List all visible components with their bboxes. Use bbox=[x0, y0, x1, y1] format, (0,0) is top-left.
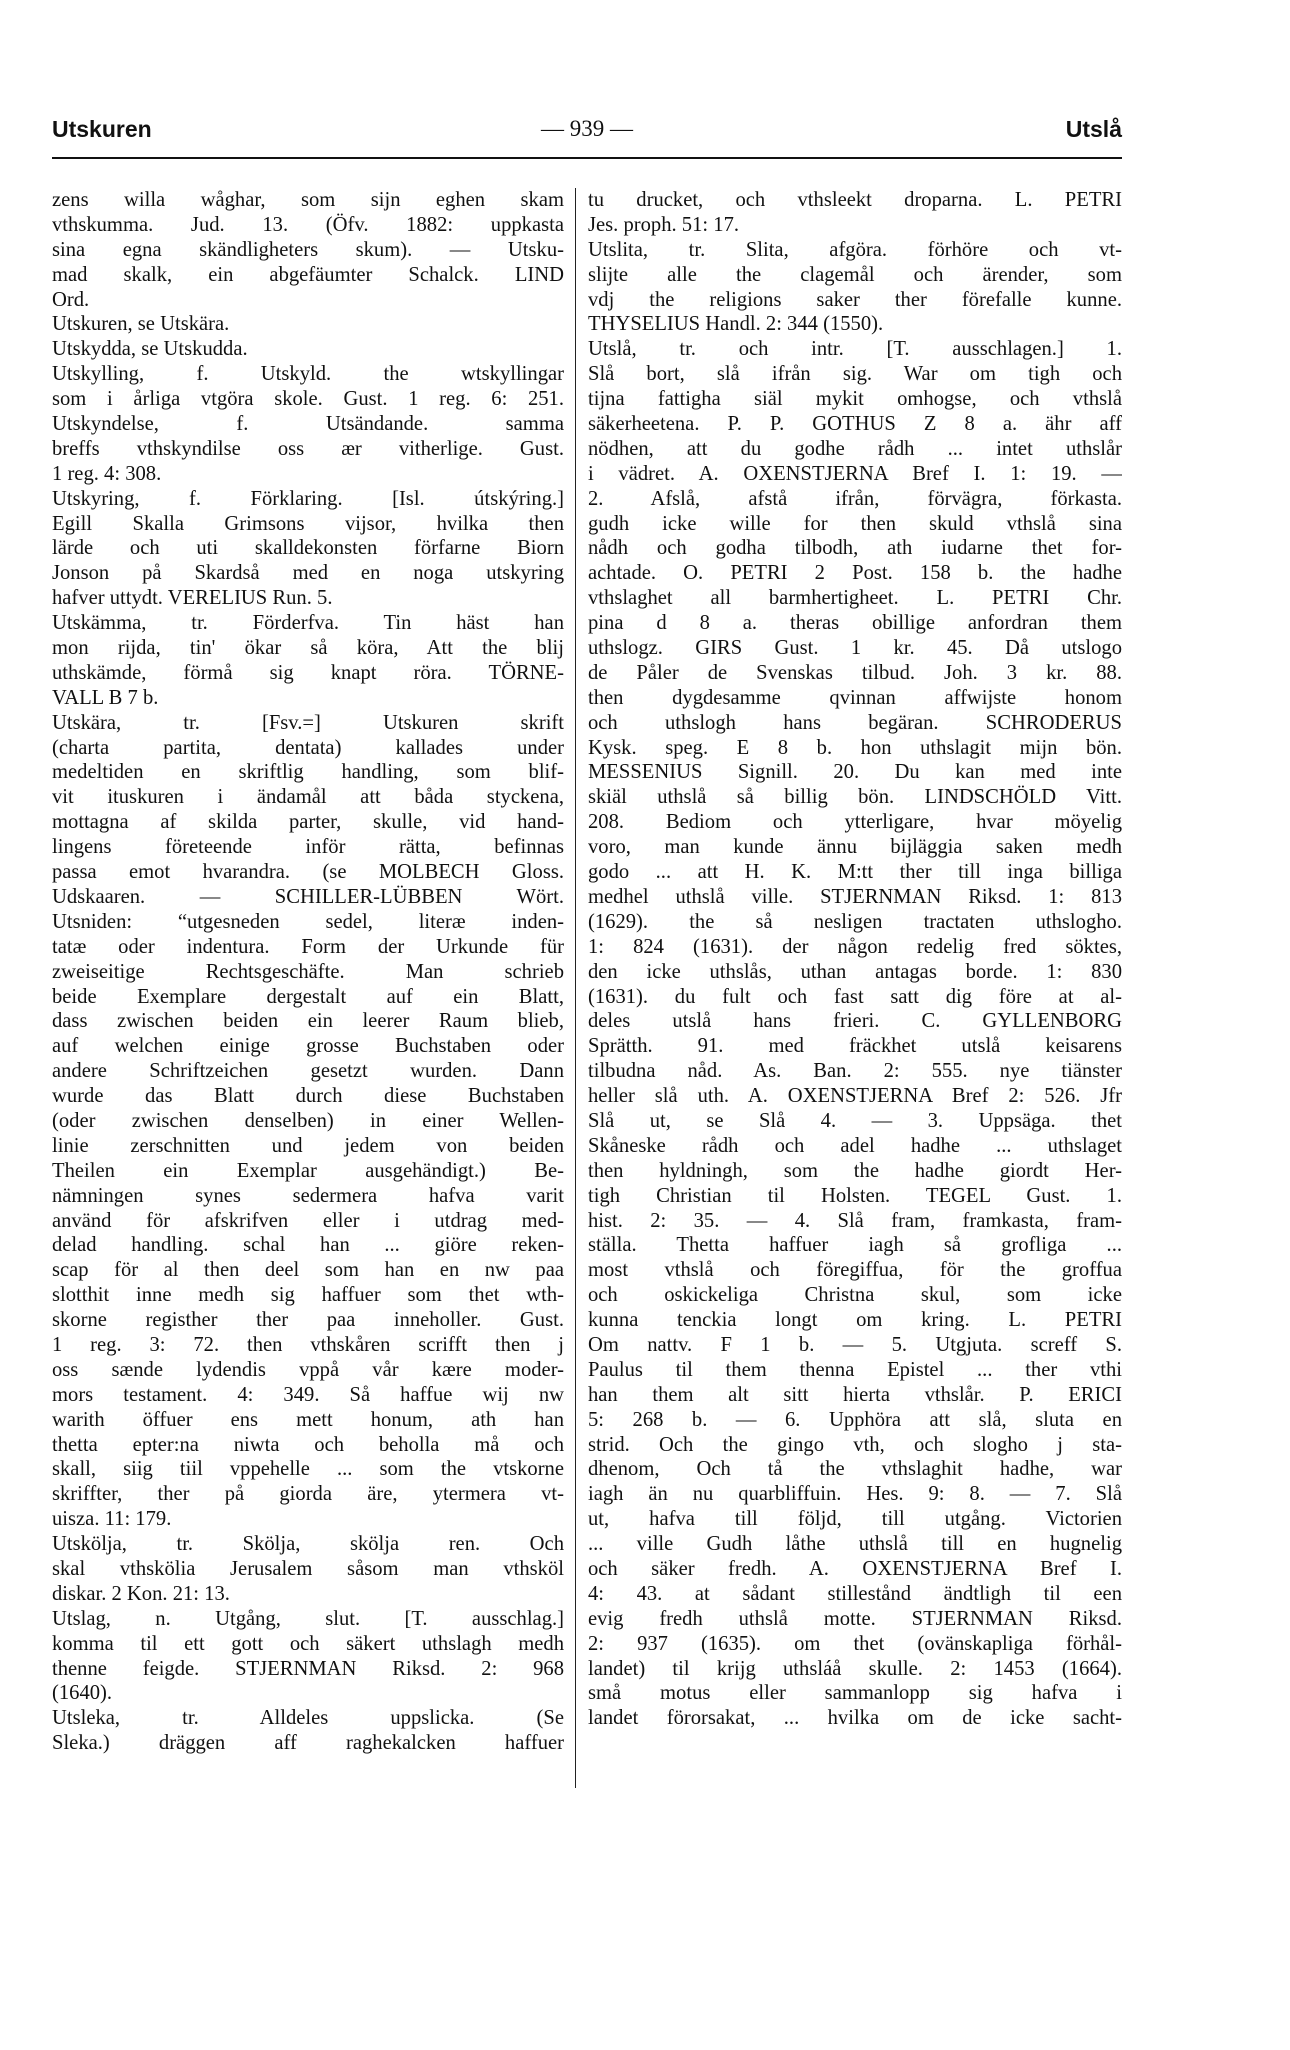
text-line: then hyldningh, som the hadhe giordt Her- bbox=[588, 1159, 1122, 1182]
text-line: achtade. O. PETRI 2 Post. 158 b. the hadhe bbox=[588, 562, 1122, 585]
text-line: evig fredh uthslå motte. STJERNMAN Riksd. bbox=[588, 1607, 1122, 1630]
text-line: mottagna af skilda parter, skulle, vid hand- bbox=[52, 811, 564, 834]
text-line: (1629). the så nesligen tractaten uthslogho. bbox=[588, 910, 1122, 933]
text-line: zweiseitige Rechtsgeschäfte. Man schrieb bbox=[52, 960, 564, 983]
text-line: skall, siig tiil vppehelle ... som the vtskorne bbox=[52, 1458, 564, 1481]
text-line: diskar. 2 Kon. 21: 13. bbox=[52, 1582, 230, 1605]
page-header bbox=[52, 112, 1122, 152]
text-line: landet) til krijg uthsláå skulle. 2: 1453 (1664). bbox=[588, 1657, 1122, 1680]
text-line: mors testament. 4: 349. Så haffue wij nw bbox=[52, 1383, 564, 1406]
text-line: godo ... att H. K. M:tt ther till inga billiga bbox=[588, 861, 1122, 884]
header-rule bbox=[52, 157, 1122, 159]
header-right-guideword: Utslå bbox=[1065, 116, 1122, 142]
text-line: och säker fredh. A. OXENSTJERNA Bref I. bbox=[588, 1557, 1122, 1580]
text-line: oss sænde lydendis vppå vår kære moder- bbox=[52, 1358, 564, 1381]
text-line: THYSELIUS Handl. 2: 344 (1550). bbox=[588, 313, 884, 336]
text-line: then dygdesamme qvinnan affwijste honom bbox=[588, 686, 1122, 709]
right-column bbox=[588, 188, 1122, 1731]
text-line: Utslag, n. Utgång, slut. [T. ausschlag.] bbox=[52, 1607, 564, 1630]
text-line: vthslaghet all barmhertigheet. L. PETRI Chr. bbox=[588, 587, 1122, 610]
text-line: Jes. proph. 51: 17. bbox=[588, 213, 740, 236]
text-line: beide Exemplare dergestalt auf ein Blatt, bbox=[52, 985, 564, 1008]
text-line: de Påler de Svenskas tilbud. Joh. 3 kr. 88. bbox=[588, 661, 1122, 684]
text-line: Om nattv. F 1 b. — 5. Utgjuta. screff S. bbox=[588, 1333, 1122, 1356]
text-line: scap för al then deel som han en nw paa bbox=[52, 1259, 564, 1282]
text-line: pina d 8 a. theras obillige anfordran them bbox=[588, 612, 1122, 635]
text-line: Paulus til them thenna Epistel ... ther vthi bbox=[588, 1358, 1122, 1381]
text-line: skorne registher ther paa inneholler. Gust. bbox=[52, 1309, 564, 1332]
text-line: sina egna skändligheters skum). — Utsku- bbox=[52, 238, 564, 261]
text-line: (1640). bbox=[52, 1682, 113, 1705]
text-line: Utskuren, se Utskära. bbox=[52, 313, 230, 336]
text-line: tigh Christian til Holsten. TEGEL Gust. 1. bbox=[588, 1184, 1122, 1207]
text-line: Utslita, tr. Slita, afgöra. förhöre och vt- bbox=[588, 238, 1122, 261]
text-line: lingens företeende inför rätta, befinnas bbox=[52, 836, 564, 859]
text-line: landet förorsakat, ... hvilka om de icke sacht- bbox=[588, 1707, 1122, 1730]
text-line: Utsniden: “utgesneden sedel, literæ inden- bbox=[52, 910, 564, 933]
text-line: hist. 2: 35. — 4. Slå fram, framkasta, fram- bbox=[588, 1209, 1122, 1232]
text-line: 4: 43. at sådant stillestånd ändtligh til een bbox=[588, 1582, 1122, 1605]
left-column bbox=[52, 188, 564, 1756]
text-line: han them alt sitt hierta vthslår. P. ERICI bbox=[588, 1383, 1122, 1406]
text-line: säkerheetena. P. P. GOTHUS Z 8 a. ähr aff bbox=[588, 413, 1122, 436]
text-line: 1: 824 (1631). der någon redelig fred söktes, bbox=[588, 935, 1122, 958]
text-line: heller slå uth. A. OXENSTJERNA Bref 2: 526. Jfr bbox=[588, 1085, 1122, 1108]
text-line: Utskyring, f. Förklaring. [Isl. útskýring.] bbox=[52, 487, 564, 510]
text-line: vthskumma. Jud. 13. (Öfv. 1882: uppkasta bbox=[52, 213, 564, 236]
text-line: mad skalk, ein abgefäumter Schalck. LIND bbox=[52, 263, 564, 286]
text-line: Utskämma, tr. Förderfva. Tin häst han bbox=[52, 612, 564, 635]
text-line: nådh och godha tilbodh, ath iudarne thet for- bbox=[588, 537, 1122, 560]
text-line: iagh än nu quarbliffuin. Hes. 9: 8. — 7. Slå bbox=[588, 1483, 1122, 1506]
text-line: Slå ut, se Slå 4. — 3. Uppsäga. thet bbox=[588, 1109, 1122, 1132]
text-line: auf welchen einige grosse Buchstaben oder bbox=[52, 1035, 564, 1058]
text-line: Sprätth. 91. med fräckhet utslå keisarens bbox=[588, 1035, 1122, 1058]
text-line: medeltiden en skriftlig handling, som blif- bbox=[52, 761, 564, 784]
text-line: Jonson på Skardså med en noga utskyring bbox=[52, 562, 564, 585]
text-line: voro, man kunde ännu bijläggia saken medh bbox=[588, 836, 1122, 859]
text-line: (oder zwischen denselben) in einer Wellen- bbox=[52, 1109, 564, 1132]
text-line: 208. Bediom och ytterligare, hvar möyelig bbox=[588, 811, 1122, 834]
text-line: Theilen ein Exemplar ausgehändigt.) Be- bbox=[52, 1159, 564, 1182]
text-line: 2: 937 (1635). om thet (ovänskapliga förhål- bbox=[588, 1632, 1122, 1655]
text-line: Utskydda, se Utskudda. bbox=[52, 338, 248, 361]
text-line: i vädret. A. OXENSTJERNA Bref I. 1: 19. — bbox=[588, 462, 1122, 485]
text-line: dhenom, Och tå the vthslaghit hadhe, war bbox=[588, 1458, 1122, 1481]
text-line: Egill Skalla Grimsons vijsor, hvilka then bbox=[52, 512, 564, 535]
text-line: linie zerschnitten und jedem von beiden bbox=[52, 1134, 564, 1157]
text-line: warith öffuer ens mett honum, ath han bbox=[52, 1408, 564, 1431]
text-line: kunna tenckia longt om kring. L. PETRI bbox=[588, 1309, 1122, 1332]
text-line: Sleka.) dräggen aff raghekalcken haffuer bbox=[52, 1732, 564, 1755]
text-line: most vthslå och föregiffua, för the groffua bbox=[588, 1259, 1122, 1282]
text-line: Utslå, tr. och intr. [T. ausschlagen.] 1. bbox=[588, 338, 1122, 361]
text-line: MESSENIUS Signill. 20. Du kan med inte bbox=[588, 761, 1122, 784]
text-line: Utskära, tr. [Fsv.=] Utskuren skrift bbox=[52, 711, 564, 734]
text-line: breffs vthskyndilse oss ær vitherlige. Gust. bbox=[52, 437, 564, 460]
text-line: slotthit inne medh sig haffuer som thet wth- bbox=[52, 1284, 564, 1307]
text-line: medhel uthslå ville. STJERNMAN Riksd. 1: 813 bbox=[588, 885, 1122, 908]
text-line: tilbudna nåd. As. Ban. 2: 555. nye tiänster bbox=[588, 1060, 1122, 1083]
text-line: och uthslogh hans begäran. SCHRODERUS bbox=[588, 711, 1122, 734]
text-line: Kysk. speg. E 8 b. hon uthslagit mijn bön. bbox=[588, 736, 1122, 759]
text-line: mon rijda, tin' ökar så köra, Att the blij bbox=[52, 637, 564, 660]
text-line: vdj the religions saker ther förefalle kunne. bbox=[588, 288, 1122, 311]
text-line: dass zwischen beiden ein leerer Raum blieb, bbox=[52, 1010, 564, 1033]
text-line: zens willa wåghar, som sijn eghen skam bbox=[52, 189, 564, 211]
text-line: passa emot hvarandra. (se MOLBECH Gloss. bbox=[52, 861, 564, 884]
text-line: (1631). du fult och fast satt dig före at al- bbox=[588, 985, 1122, 1008]
text-line: 1 reg. 4: 308. bbox=[52, 462, 162, 485]
text-line: Utskölja, tr. Skölja, skölja ren. Och bbox=[52, 1533, 564, 1556]
text-line: (charta partita, dentata) kallades under bbox=[52, 736, 564, 759]
text-line: uisza. 11: 179. bbox=[52, 1508, 172, 1531]
text-line: tijna fattigha siäl mykit omhogse, och vthslå bbox=[588, 388, 1122, 411]
text-line: deles utslå hans frieri. C. GYLLENBORG bbox=[588, 1010, 1122, 1033]
text-line: nämningen synes sedermera hafva varit bbox=[52, 1184, 564, 1207]
text-line: ställa. Thetta haffuer iagh så grofliga ... bbox=[588, 1234, 1122, 1257]
text-line: nödhen, att du godhe rådh ... intet uthslår bbox=[588, 437, 1122, 460]
header-left-guideword: Utskuren bbox=[52, 116, 152, 142]
text-line: 1 reg. 3: 72. then vthskåren scrifft then j bbox=[52, 1333, 564, 1356]
text-line: gudh icke wille for then skuld vthslå sina bbox=[588, 512, 1122, 535]
text-line: Skåneske rådh och adel hadhe ... uthslaget bbox=[588, 1134, 1122, 1157]
text-line: VALL B 7 b. bbox=[52, 686, 159, 709]
text-line: använd för afskrifven eller i utdrag med- bbox=[52, 1209, 564, 1232]
text-line: den icke uthslås, uthan antagas borde. 1: 830 bbox=[588, 960, 1122, 983]
text-line: Utskyndelse, f. Utsändande. samma bbox=[52, 413, 564, 436]
text-line: vit ituskuren i ändamål att båda styckena, bbox=[52, 786, 564, 809]
text-line: delad handling. schal han ... giöre reken- bbox=[52, 1234, 564, 1257]
text-line: Slå bort, slå ifrån sig. War om tigh och bbox=[588, 363, 1122, 386]
text-line: andere Schriftzeichen gesetzt wurden. Dann bbox=[52, 1060, 564, 1083]
text-line: thenne feigde. STJERNMAN Riksd. 2: 968 bbox=[52, 1657, 564, 1680]
column-divider bbox=[575, 188, 576, 1788]
page-number: — 939 — bbox=[541, 116, 633, 141]
text-line: skal vthsköliа Jerusalem såsom man vthsköl bbox=[52, 1557, 564, 1580]
text-line: Ord. bbox=[52, 288, 90, 311]
text-line: slijte alle the clagemål och ärender, som bbox=[588, 263, 1122, 286]
text-line: Udskaaren. — SCHILLER-LÜBBEN Wört. bbox=[52, 885, 564, 908]
text-line: uthslogz. GIRS Gust. 1 kr. 45. Då utslogo bbox=[588, 637, 1122, 660]
text-line: Utskylling, f. Utskyld. the wtskyllingar bbox=[52, 363, 564, 386]
text-line: tatæ oder indentura. Form der Urkunde für bbox=[52, 935, 564, 958]
text-line: skiäl uthslå så billig bön. LINDSCHÖLD Vitt. bbox=[588, 786, 1122, 809]
text-line: ut, hafva till följd, till utgång. Victorien bbox=[588, 1508, 1122, 1531]
text-line: ... ville Gudh låthe uthslå till en hugnelig bbox=[588, 1533, 1122, 1556]
text-line: thetta epter:na niwta och beholla må och bbox=[52, 1433, 564, 1456]
text-line: som i årliga vtgöra skole. Gust. 1 reg. 6: 251. bbox=[52, 388, 564, 411]
text-line: skriffter, ther på giorda äre, ytermera vt- bbox=[52, 1483, 564, 1506]
text-line: Utsleka, tr. Alldeles uppslicka. (Se bbox=[52, 1707, 564, 1730]
text-line: uthskämde, förmå sig knapt röra. TÖRNE- bbox=[52, 661, 564, 684]
text-line: hafver uttydt. VERELIUS Run. 5. bbox=[52, 587, 333, 610]
text-line: 2. Afslå, afstå ifrån, förvägra, förkasta. bbox=[588, 487, 1122, 510]
text-line: små motus eller sammanlopp sig hafva i bbox=[588, 1682, 1122, 1705]
text-line: strid. Och the gingo vth, och slogho j sta- bbox=[588, 1433, 1122, 1456]
text-line: komma til ett gott och säkert uthslagh medh bbox=[52, 1632, 564, 1655]
text-line: wurde das Blatt durch diese Buchstaben bbox=[52, 1085, 564, 1108]
text-line: 5: 268 b. — 6. Upphöra att slå, sluta en bbox=[588, 1408, 1122, 1431]
text-line: lärde och uti skalldekonsten förfarne Biorn bbox=[52, 537, 564, 560]
text-line: och oskickeliga Christna skul, som icke bbox=[588, 1284, 1122, 1307]
text-line: tu drucket, och vthsleekt droparna. L. PETRI bbox=[588, 189, 1122, 211]
